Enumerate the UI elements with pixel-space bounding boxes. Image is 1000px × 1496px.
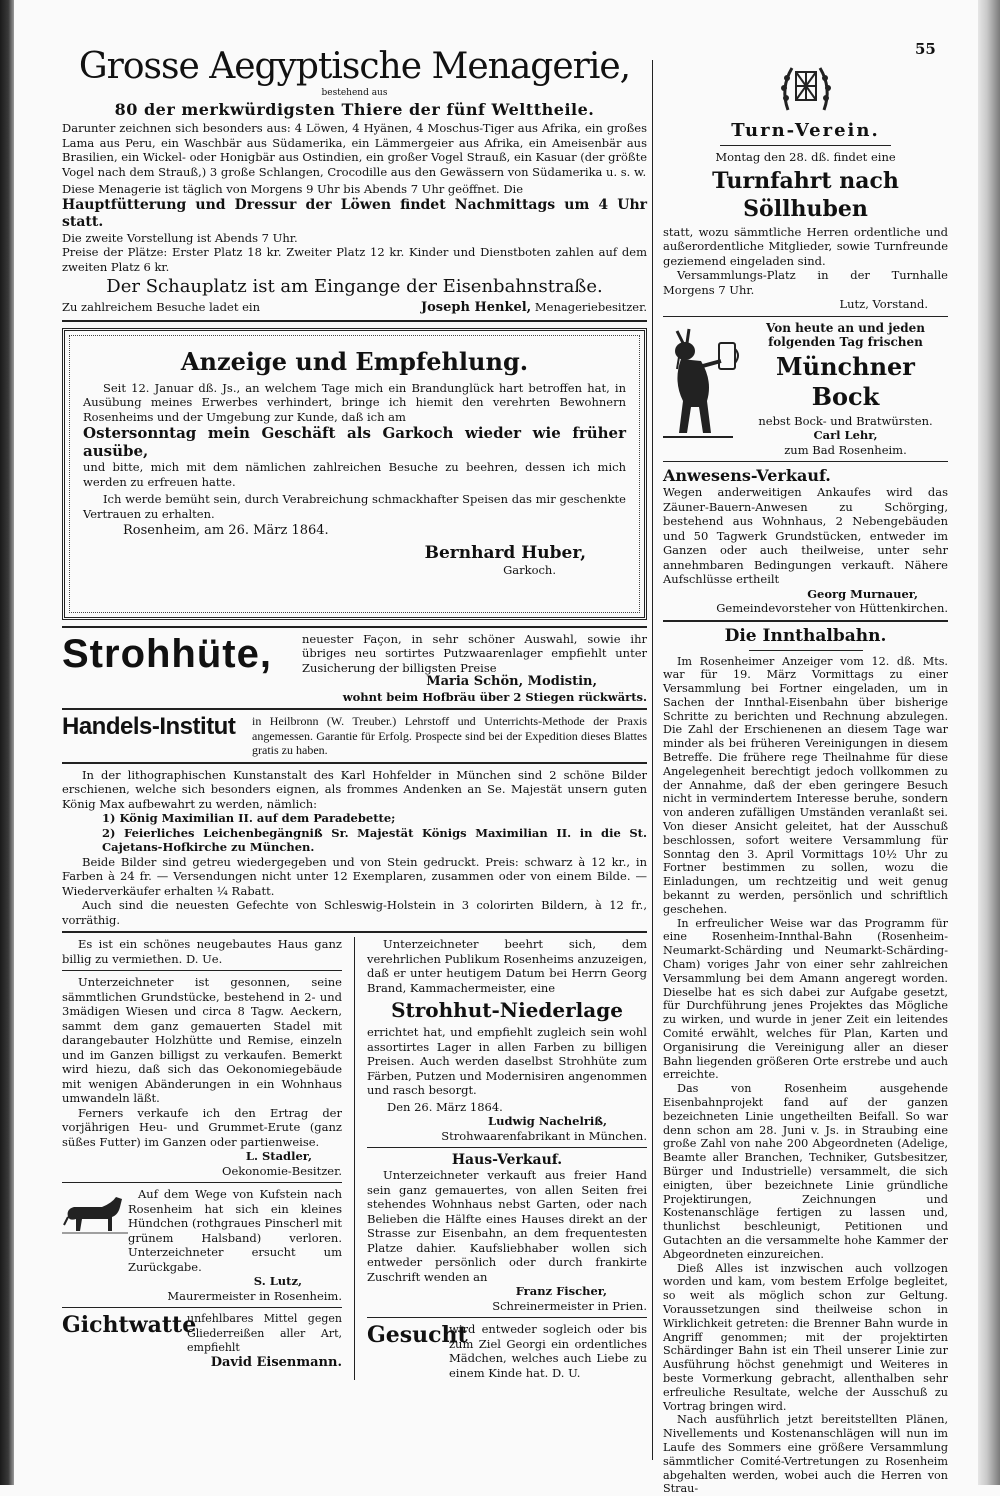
menagerie-ad (62, 46, 647, 316)
divider (749, 650, 863, 651)
hausverkauf-signer: Franz Fischer, (367, 1284, 607, 1299)
anwesen-signer-title: Gemeindevorsteher von Hüttenkirchen. (663, 601, 948, 616)
turnverein-signer: Lutz, Vorstand. (663, 297, 928, 312)
innthal-p4: Dieß Alles ist inzwischen auch vollzogen worden und kam, vom bestem Erfolge begleitet, so weit als möglich schon zur Geltung. Voraussetzungen sind theilweise schon in Wirklichkeit getreten: die Brenner Bahn wurde in Angriff genommen; mit der projektirten Schärdinger Bahn ist ein Theil unserer Linie zur Ausführung höchst genehmigt und Weiteres in beste Vormerkung gebracht, allenthalben sehr erfreuliche Resultate, welche der Ausschuß zu Vortrag bringen wird. (663, 1262, 948, 1414)
turnverein-ad (663, 58, 948, 312)
niederlage-signer-title: Strohwaarenfabrikant in München. (367, 1129, 647, 1144)
column-divider (652, 60, 653, 1460)
innthal-title: Die Innthalbahn. (663, 626, 948, 646)
divider (367, 1317, 647, 1318)
divider (62, 626, 647, 628)
menagerie-hours: Diese Menagerie ist täglich von Morgens 9 Uhr bis Abends 7 Uhr geöffnet. Die (62, 182, 647, 197)
menagerie-owner-title: Menageriebesitzer. (535, 300, 647, 314)
bock-intro: Von heute an und jeden folgenden Tag frischen (743, 321, 948, 350)
gicht-text: unfehlbares Mittel gegen Gliederreißen aller Art, empfiehlt (187, 1312, 342, 1356)
hausverkauf-signer-title: Schreinermeister in Prien. (367, 1299, 647, 1314)
anwesen-title: Anwesens-Verkauf. (663, 466, 948, 485)
scan-edge-left (0, 0, 14, 1485)
strohhuete-address: wohnt beim Hofbräu über 2 Stiegen rückwärts. (302, 690, 647, 705)
anzeige-signer-title: Garkoch. (83, 563, 556, 578)
innthal-p2: In erfreulicher Weise war das Programm für eine Rosenheim-Innthal-Bahn (Rosenheim-Neumarkt-Schärding und Neumarkt-Schärding-Cham) voriges Jahr von einer sehr zahlreichen Versammlung bei dem Amann angeregt worden. Dieselbe hat es sich dabei zur Aufgabe gesetzt, für Durchführung jenes Projektes das Mögliche zu wirken, und wurde in jener Zeit ein leitendes Comité erwählt, welches für Plan, Karten und Organisirung die Vereinigung aller an dieser Bahn liegenden größeren Orte erstrebe und auch erreichte. (663, 917, 948, 1083)
niederlage-intro: Unterzeichneter beehrt sich, dem verehrlichen Publikum Rosenheims anzuzeigen, daß er unter heutigem Datum bei Herrn Georg Brand, Kammachermeister, eine (367, 937, 647, 995)
gicht-title: Gichtwatte (62, 1312, 187, 1338)
bilder-extra: Auch sind die neuesten Gefechte von Schleswig-Holstein in 3 colorirten Bildern, à 12 fr., vorräthig. (62, 898, 647, 927)
stadler-signer: L. Stadler, (62, 1149, 312, 1164)
bilder-intro: In der lithographischen Kunstanstalt des Karl Hohfelder in München sind 2 schöne Bilder erschienen, welche sich besonders eignen, als frommes Andenken an Se. Majestät unsern guten König Max aufbewahrt zu werden, nämlich: (62, 768, 647, 812)
turnverein-meet: Versammlungs-Platz in der Turnhalle Morgens 7 Uhr. (663, 268, 948, 297)
hausverkauf-title: Haus-Verkauf. (367, 1152, 647, 1168)
handels-title: Handels-Institut (62, 714, 252, 740)
bilder-item1: 1) König Maximilian II. auf dem Paradebette; (62, 811, 647, 826)
bilder-detail: Beide Bilder sind getreu wiedergegeben und von Stein gedruckt. Preis: schwarz à 12 kr., in Farben à 24 fr. — Versendungen nicht unter 12 Exemplaren, zusammen oder von einem Bilde. — Wiederverkäufer erhalten ¼ Rabatt. (62, 855, 647, 899)
anzeige-title: Anzeige und Empfehlung. (83, 347, 626, 377)
gesucht-text: wird entweder sogleich oder bis zum Ziel Georgi ein ordentliches Mädchen, welches auch Liebe zu einem Kinde hat. D. U. (449, 1322, 647, 1380)
bock-title: Münchner Bock (743, 352, 948, 412)
menagerie-feeding: Hauptfütterung und Dressur der Löwen findet Nachmittags um 4 Uhr statt. (62, 197, 647, 231)
left-column (62, 44, 647, 1459)
menagerie-location: Der Schauplatz ist am Eingange der Eisenbahnstraße. (62, 276, 647, 298)
niederlage-date: Den 26. März 1864. (367, 1100, 647, 1115)
scan-edge-right (978, 0, 1000, 1485)
lower-ads (62, 937, 647, 1380)
anwesen-signer: Georg Murnauer, (663, 587, 918, 602)
turnverein-event: Turnfahrt nach Söllhuben (663, 167, 948, 223)
menagerie-title: Grosse Aegyptische Menagerie, (62, 46, 647, 88)
divider (62, 1182, 342, 1183)
strohhuete-title: Strohhüte, (62, 632, 302, 676)
stadler-signer-title: Oekonomie-Besitzer. (62, 1164, 342, 1179)
niederlage-signer: Ludwig Nachelriß, (367, 1114, 607, 1129)
divider (62, 931, 647, 933)
divider (367, 1147, 647, 1148)
anwesen-ad (663, 466, 948, 616)
menagerie-subtitle-small: bestehend aus (62, 88, 647, 98)
stadler-text2: Ferners verkaufe ich den Ertrag der vorjährigen Heu- und Grummet-Erute (ganz süßes Futter) im Ganzen oder partienweise. (62, 1106, 342, 1150)
divider (62, 970, 342, 971)
anzeige-date: Rosenheim, am 26. März 1864. (83, 524, 626, 539)
divider (663, 316, 948, 317)
hausverkauf-text: Unterzeichneter verkauft aus freier Hand sein ganz gemauertes, von allen Seiten frei stehendes Wohnhaus nebst Garten, oder nach Belieben die Hälfte eines Hauses direkt an der Strasse zur Eisenbahn, an dem frequentesten Platze dahier. Kaufsliebhaber wollen sich entweder persönlich oder durch frankirte Zuschrift wenden an (367, 1168, 647, 1284)
divider (62, 1307, 342, 1308)
lutz-dog-signer: S. Lutz, (62, 1274, 302, 1289)
gesucht-title: Gesucht (367, 1322, 449, 1348)
divider (62, 320, 647, 322)
innthal-p1: Im Rosenheimer Anzeiger vom 12. dß. Mts. war für 19. März Vormittags zu einer Versammlung bei Fortner eingeladen, um in Sachen der Innthal-Eisenbahn über bisherige Schritte zu berichten und Rechnung abzulegen. Die Zahl der Erschienenen an diesem Tage war minder als bei früheren Vereinigungen in diesem Betreffe. Die frühere rege Theilnahme für diese Angelegenheit berechtigt jedoch vollkommen zu der Annahme, daß der eben geringere Besuch nicht in vermindertem Interesse beruhe, sondern von anderen zufälligen Umständen veranlaßt sei. Von dieser Ansicht geleitet, hat der Ausschuß beschlossen, sofort weitere Versammlung für Sonntag den 3. April Vormittags 10½ Uhr zu Fortner bestimmen zu sollen, wozu die Einladungen, um rechtzeitig und weit genug bekannt zu werden, persönlich und schriftlich geschehen. (663, 655, 948, 917)
strohhuete-text: neuester Façon, in sehr schöner Auswahl, sowie ihr übriges neu sortirtes Putzwaarenlager empfiehlt unter Zusicherung der billigsten Preise (302, 632, 647, 676)
anzeige-p1b: Ostersonntag mein Geschäft als Garkoch wieder wie früher ausübe, (83, 424, 626, 460)
right-column (663, 44, 948, 1459)
lutz-dog-text: Auf dem Wege von Kufstein nach Rosenheim hat sich ein kleines Hündchen (rothgraues Pinscherl mit grünem Halsband) verloren. Unterzeichneter ersucht um Zurückgabe. (128, 1187, 342, 1274)
gicht-signer: David Eisenmann. (62, 1356, 342, 1371)
menagerie-invite: Zu zahlreichem Besuche ladet ein (62, 300, 260, 316)
divider (720, 145, 891, 146)
divider (663, 620, 948, 622)
lower-right (355, 937, 647, 1380)
lutz-dog-signer-title: Maurermeister in Rosenheim. (62, 1289, 342, 1304)
haus-billig-text: Es ist ein schönes neugebautes Haus ganz billig zu vermiethen. D. Ue. (62, 937, 342, 966)
niederlage-text: errichtet hat, und empfiehlt zugleich sein wohl assortirtes Lager in allen Farben zu billigen Preisen. Auch werden daselbst Strohhüte zum Färben, Putzen und Modernisiren angenommen und rasch besorgt. (367, 1025, 647, 1098)
turnverein-title: Turn-Verein. (663, 120, 948, 141)
bock-ad (663, 321, 948, 458)
menagerie-owner: Joseph Henkel, (421, 300, 531, 315)
turnverein-text: statt, wozu sämmtliche Herren ordentliche und außerordentliche Mitglieder, sowie Turnfreunde geziemend eingeladen sind. (663, 225, 948, 269)
page-number: 55 (915, 40, 936, 58)
anzeige-signer: Bernhard Huber, (83, 543, 586, 563)
turnverein-intro: Montag den 28. dß. findet eine (663, 150, 948, 165)
goat-with-mug-icon (663, 321, 743, 441)
handels-ad (62, 714, 647, 758)
lower-left (62, 937, 355, 1380)
innthal-p3: Das von Rosenheim ausgehende Eisenbahnprojekt fand auf der ganzen bezeichneten Linie ungetheilten Beifall. So war denn schon am 28. Juni v. Js. in Straubing eine große Zahl von nahe 200 Abgeordneten (Adelige, Beamte aller Branchen, Techniker, Gutsbesitzer, Bürger und Industrielle) versammelt, die sich einigten, über bezeichnete Linie gründliche Projektirungen, Zeichnungen und Kostenanschläge fertigen zu lassen und, thunlichst beschleunigt, Petitionen und Gutachten an die versammelte hohe Kammer der Abgeordneten einzureichen. (663, 1082, 948, 1261)
bock-place: zum Bad Rosenheim. (743, 443, 948, 458)
handels-text: in Heilbronn (W. Treuber.) Lehrstoff und Unterrichts-Methode der Praxis angemessen. Garantie für Erfolg. Prospecte sind bei der Expedition dieses Blattes gratis zu haben. (252, 714, 647, 758)
anzeige-p2: Ich werde bemüht sein, durch Verabreichung schmackhafter Speisen das mir geschenkte Vertrauen zu erhalten. (83, 492, 626, 521)
strohhuete-ad (62, 632, 647, 705)
divider (62, 762, 647, 764)
turnverein-emblem-icon (778, 58, 834, 116)
menagerie-second-show: Die zweite Vorstellung ist Abends 7 Uhr. (62, 231, 647, 246)
divider (62, 708, 647, 710)
anzeige-ad (62, 328, 647, 620)
strohhuete-name: Maria Schön, Modistin, (302, 675, 597, 690)
anzeige-p1: Seit 12. Januar dß. Js., an welchem Tage mich ein Brandunglück hart betroffen hat, in Ausübung meines Erwerbes verhindert, bringe ich hiemit den verehrten Bewohnern Rosenheims und der Umgebung zur Kunde, daß ich am (83, 381, 626, 425)
bock-text: nebst Bock- und Bratwürsten. (743, 414, 948, 429)
bilder-item2: 2) Feierliches Leichenbegängniß Sr. Majestät Königs Maximilian II. in die St. Cajetans-Hofkirche zu München. (62, 826, 647, 855)
menagerie-prices: Preise der Plätze: Erster Platz 18 kr. Zweiter Platz 12 kr. Kinder und Dienstboten zahlen auf dem zweiten Platz 6 kr. (62, 245, 647, 274)
niederlage-title: Strohhut-Niederlage (367, 997, 647, 1023)
innthal-p5: Nach ausführlich jetzt bereitstellten Plänen, Nivellements und Kostenanschlägen will nun im Laufe des Sommers eine größere Versammlung sämmtlicher Comité-Vertretungen zu Rosenheim abgehalten werden, wobei auch die Herren von Strau- (663, 1413, 948, 1496)
anwesen-text: Wegen anderweitigen Ankaufes wird das Zäuner-Bauern-Anwesen zu Schörging, bestehend aus Wohnhaus, 2 Nebengebäuden und 50 Tagwerk Grundstücken, entweder im Ganzen oder auch theilweise, unter sehr annehmbaren Bedingungen verkauft. Nähere Aufschlüsse ertheilt (663, 485, 948, 587)
innthal-article (663, 626, 948, 1496)
bilder-ad (62, 768, 647, 928)
bock-signer: Carl Lehr, (743, 428, 948, 443)
stadler-text: Unterzeichneter ist gesonnen, seine sämmtlichen Grundstücke, bestehend in 2- und 3mädigen Wiesen und circa 8 Tagw. Aeckern, sammt dem ganz gemauerten Stadel mit darangebauter Holzhütte und Remise, einzeln und im Ganzen billigst zu verkaufen. Bemerkt wird hiezu, daß sich das Oekonomiegebäude mit wenigen Abänderungen in ein Wohnhaus umwandeln läßt. (62, 975, 342, 1106)
menagerie-body: Darunter zeichnen sich besonders aus: 4 Löwen, 4 Hyänen, 4 Moschus-Tiger aus Afrika, ein großes Lama aus Peru, ein Waschbär aus Südamerika, ein Lämmergeier aus Afrika, ein Ameisenbär aus Brasilien, ein Wickel- oder Honigbär aus Ostindien, ein großer Vogel Strauß, ein Kasuar (der größte Vogel nach dem Strauß,) 3 große Schlangen, Crocodille aus den Gewässern von Südamerika u. s. w. (62, 121, 647, 179)
dog-illustration-icon (62, 1187, 128, 1239)
divider (663, 461, 948, 462)
menagerie-subtitle: 80 der merkwürdigsten Thiere der fünf Welttheile. (62, 100, 647, 119)
anzeige-p1c: und bitte, mich mit dem nämlichen zahlreichen Besuche zu beehren, dessen ich mich werden zu erfreuen hatte. (83, 460, 626, 489)
